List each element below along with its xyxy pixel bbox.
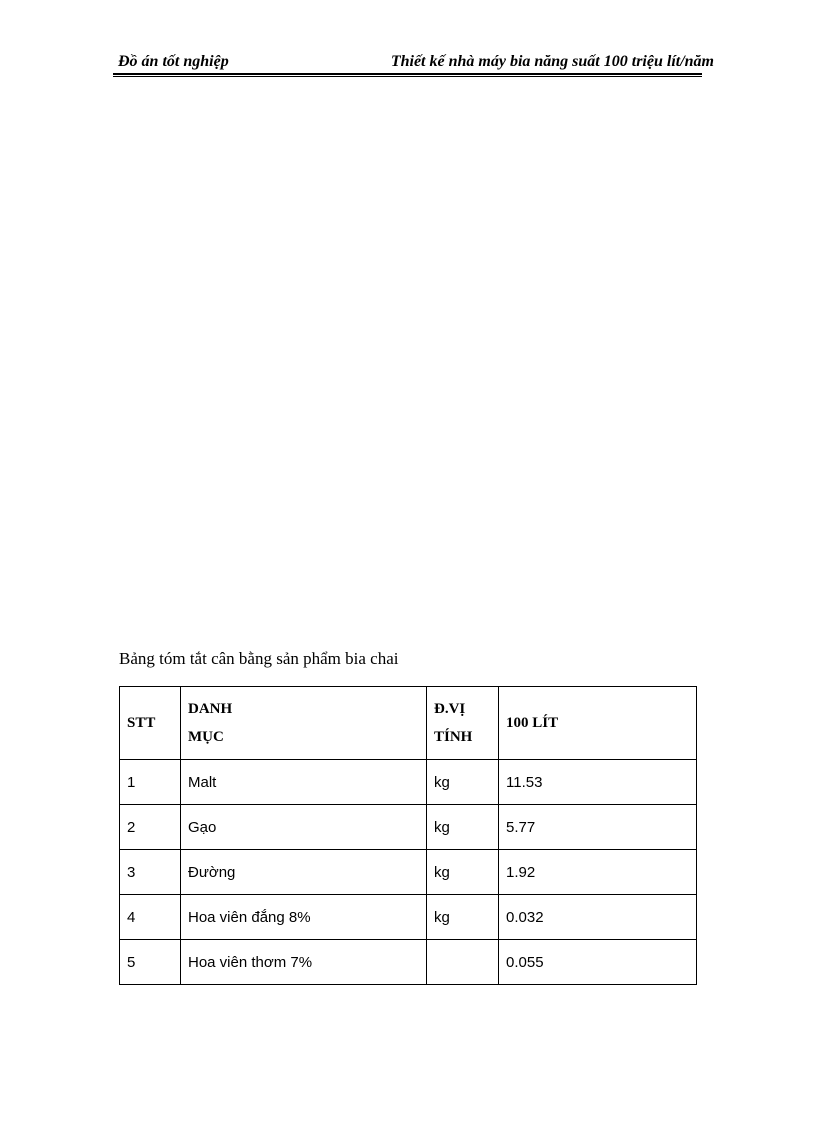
header-divider bbox=[113, 73, 702, 77]
header-value: 100 LÍT bbox=[499, 687, 697, 760]
thesis-title: Thiết kế nhà máy bia năng suất 100 triệu lít/năm bbox=[390, 53, 714, 70]
header-name bbox=[181, 687, 427, 760]
cell-unit: kg bbox=[427, 760, 499, 805]
cell-name: Malt bbox=[181, 760, 427, 805]
table-row bbox=[120, 850, 697, 895]
table-row bbox=[120, 760, 697, 805]
header-name-line1: DANH bbox=[188, 701, 233, 717]
table-row bbox=[120, 895, 697, 940]
cell-unit: kg bbox=[427, 895, 499, 940]
cell-unit: kg bbox=[427, 850, 499, 895]
header-unit-line1: Đ.VỊ bbox=[434, 701, 466, 717]
product-balance-table bbox=[119, 686, 697, 985]
table-row bbox=[120, 940, 697, 985]
cell-value: 11.53 bbox=[499, 760, 697, 805]
cell-value: 0.055 bbox=[499, 940, 697, 985]
header-stt: STT bbox=[120, 687, 181, 760]
header-unit bbox=[427, 687, 499, 760]
cell-value: 1.92 bbox=[499, 850, 697, 895]
cell-unit bbox=[427, 940, 499, 985]
cell-stt: 2 bbox=[120, 805, 181, 850]
header-unit-line2: TÍNH bbox=[434, 729, 473, 745]
cell-name: Đường bbox=[181, 850, 427, 895]
table-header-row bbox=[120, 687, 697, 760]
cell-name: Gạo bbox=[181, 805, 427, 850]
cell-name: Hoa viên đắng 8% bbox=[181, 895, 427, 940]
cell-value: 5.77 bbox=[499, 805, 697, 850]
cell-value: 0.032 bbox=[499, 895, 697, 940]
cell-name: Hoa viên thơm 7% bbox=[181, 940, 427, 985]
document-type-title: Đồ án tốt nghiệp bbox=[118, 53, 229, 70]
cell-stt: 1 bbox=[120, 760, 181, 805]
cell-stt: 5 bbox=[120, 940, 181, 985]
cell-stt: 4 bbox=[120, 895, 181, 940]
table-row bbox=[120, 805, 697, 850]
page-header bbox=[118, 52, 714, 74]
table-caption: Bảng tóm tắt cân bằng sản phẩm bia chai bbox=[119, 649, 399, 668]
cell-unit: kg bbox=[427, 805, 499, 850]
header-name-line2: MỤC bbox=[188, 729, 224, 745]
cell-stt: 3 bbox=[120, 850, 181, 895]
